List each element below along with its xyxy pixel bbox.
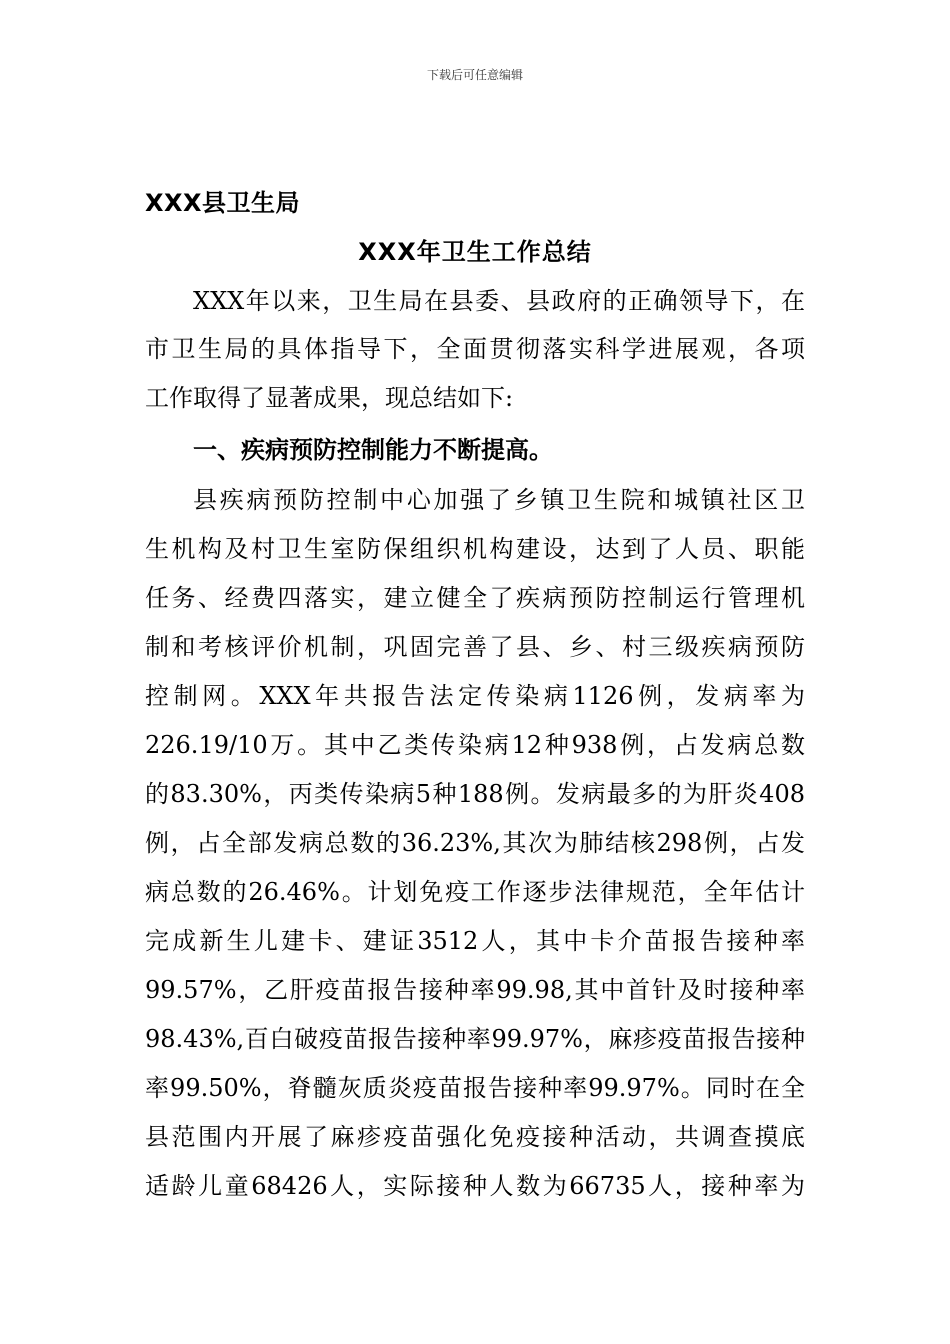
body-line: 生机构及村卫生室防保组织机构建设，达到了人员、职能 xyxy=(145,535,805,563)
body-line: 99.57%，乙肝疫苗报告接种率99.98,其中首针及时接种率 xyxy=(145,976,805,1004)
body-line: 的83.30%，丙类传染病5种188例。发病最多的为肝炎408 xyxy=(145,780,805,808)
body-line: 制和考核评价机制，巩固完善了县、乡、村三级疾病预防 xyxy=(145,633,805,661)
body-line: 任务、经费四落实，建立健全了疾病预防控制运行管理机 xyxy=(145,584,805,612)
header-note: 下载后可任意编辑 xyxy=(426,68,523,82)
intro-line: XXX年以来，卫生局在县委、县政府的正确领导下，在 xyxy=(193,287,805,315)
body-line: 率99.50%，脊髓灰质炎疫苗报告接种率99.97%。同时在全 xyxy=(145,1074,805,1102)
body-line: 98.43%,百白破疫苗报告接种率99.97%，麻疹疫苗报告接种 xyxy=(145,1025,805,1053)
body-line: 例，占全部发病总数的36.23%,其次为肺结核298例，占发 xyxy=(145,829,805,857)
body-line: 病总数的26.46%。计划免疫工作逐步法律规范，全年估计 xyxy=(145,878,805,906)
body-line: 完成新生儿建卡、建证3512人，其中卡介苗报告接种率 xyxy=(145,927,805,955)
organization-title: XXX县卫生局 xyxy=(145,189,301,217)
body-line: 适龄儿童68426人，实际接种人数为66735人，接种率为 xyxy=(145,1172,805,1200)
intro-line: 工作取得了显著成果，现总结如下: xyxy=(145,384,514,412)
body-line: 县范围内开展了麻疹疫苗强化免疫接种活动，共调查摸底 xyxy=(145,1123,805,1151)
body-line: 控制网。XXX年共报告法定传染病1126例，发病率为 xyxy=(145,682,805,710)
section-heading: 一、疾病预防控制能力不断提高。 xyxy=(193,436,553,464)
body-line: 县疾病预防控制中心加强了乡镇卫生院和城镇社区卫 xyxy=(193,486,805,514)
document-title: XXX年卫生工作总结 xyxy=(358,238,592,266)
intro-line: 市卫生局的具体指导下，全面贯彻落实科学进展观，各项 xyxy=(145,335,805,363)
body-line: 226.19/10万。其中乙类传染病12种938例，占发病总数 xyxy=(145,731,805,759)
